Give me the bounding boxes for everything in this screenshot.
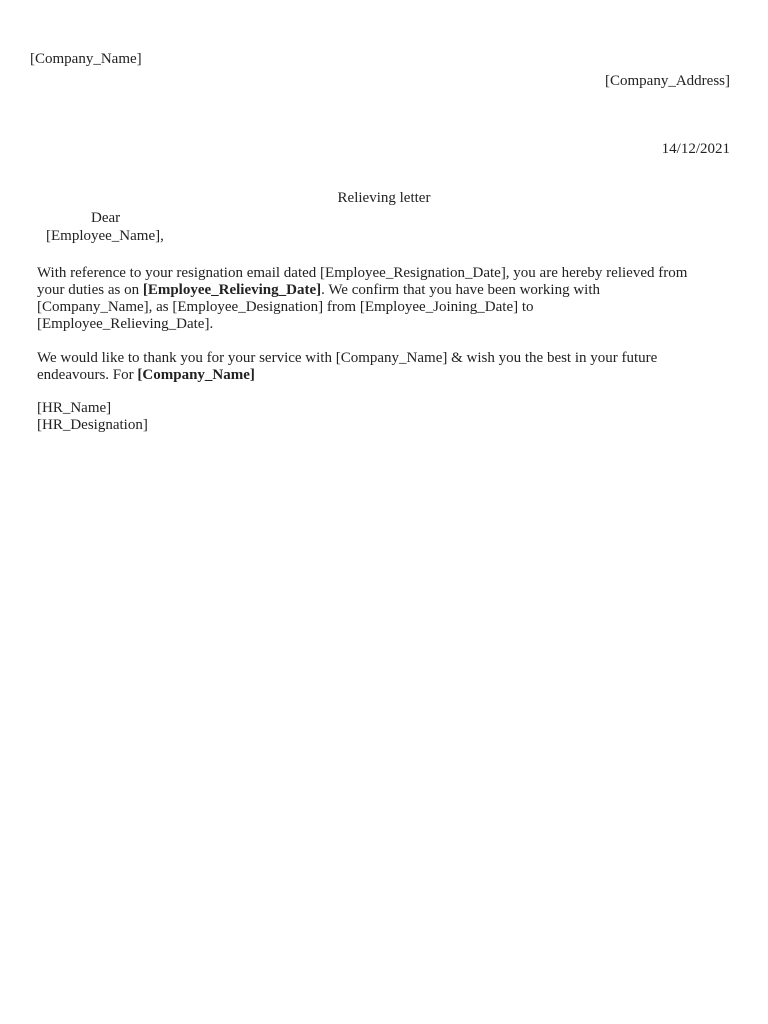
company-name: [Company_Name] [30, 51, 142, 67]
paragraph-1-line-3: [Company_Name], as [Employee_Designation] from [Employee_Joining_Date] to [37, 299, 534, 315]
body-paragraph-1 [37, 265, 727, 333]
paragraph-1-line-2-text: your duties as on [37, 282, 143, 298]
body-paragraph-2 [37, 350, 727, 384]
paragraph-1-line-2 [37, 282, 727, 299]
salutation-greeting: Dear [91, 210, 121, 226]
hr-name: [HR_Name] [37, 400, 112, 416]
relieving-date-bold: [Employee_Relieving_Date] [142, 282, 322, 298]
paragraph-2-line-1: We would like to thank you for your service with [Company_Name] & wish you the best in your future [37, 350, 658, 366]
paragraph-2-line-2-text: endeavours. For [37, 367, 138, 383]
signature-block [37, 400, 727, 434]
paragraph-1-line-2-rest: . We confirm that you have been working with [321, 282, 600, 298]
company-name-bold: [Company_Name] [137, 367, 255, 383]
letter-title: Relieving letter [337, 190, 431, 206]
paragraph-1-line-4: [Employee_Relieving_Date]. [37, 316, 214, 332]
paragraph-1-line-1: With reference to your resignation email dated [Employee_Resignation_Date], you are hereby relieved from [37, 265, 688, 281]
hr-designation: [HR_Designation] [37, 417, 148, 433]
salutation-recipient: [Employee_Name], [46, 228, 164, 244]
paragraph-2-line-2 [37, 367, 727, 384]
company-address: [Company_Address] [605, 73, 730, 89]
letter-date: 14/12/2021 [661, 141, 730, 157]
